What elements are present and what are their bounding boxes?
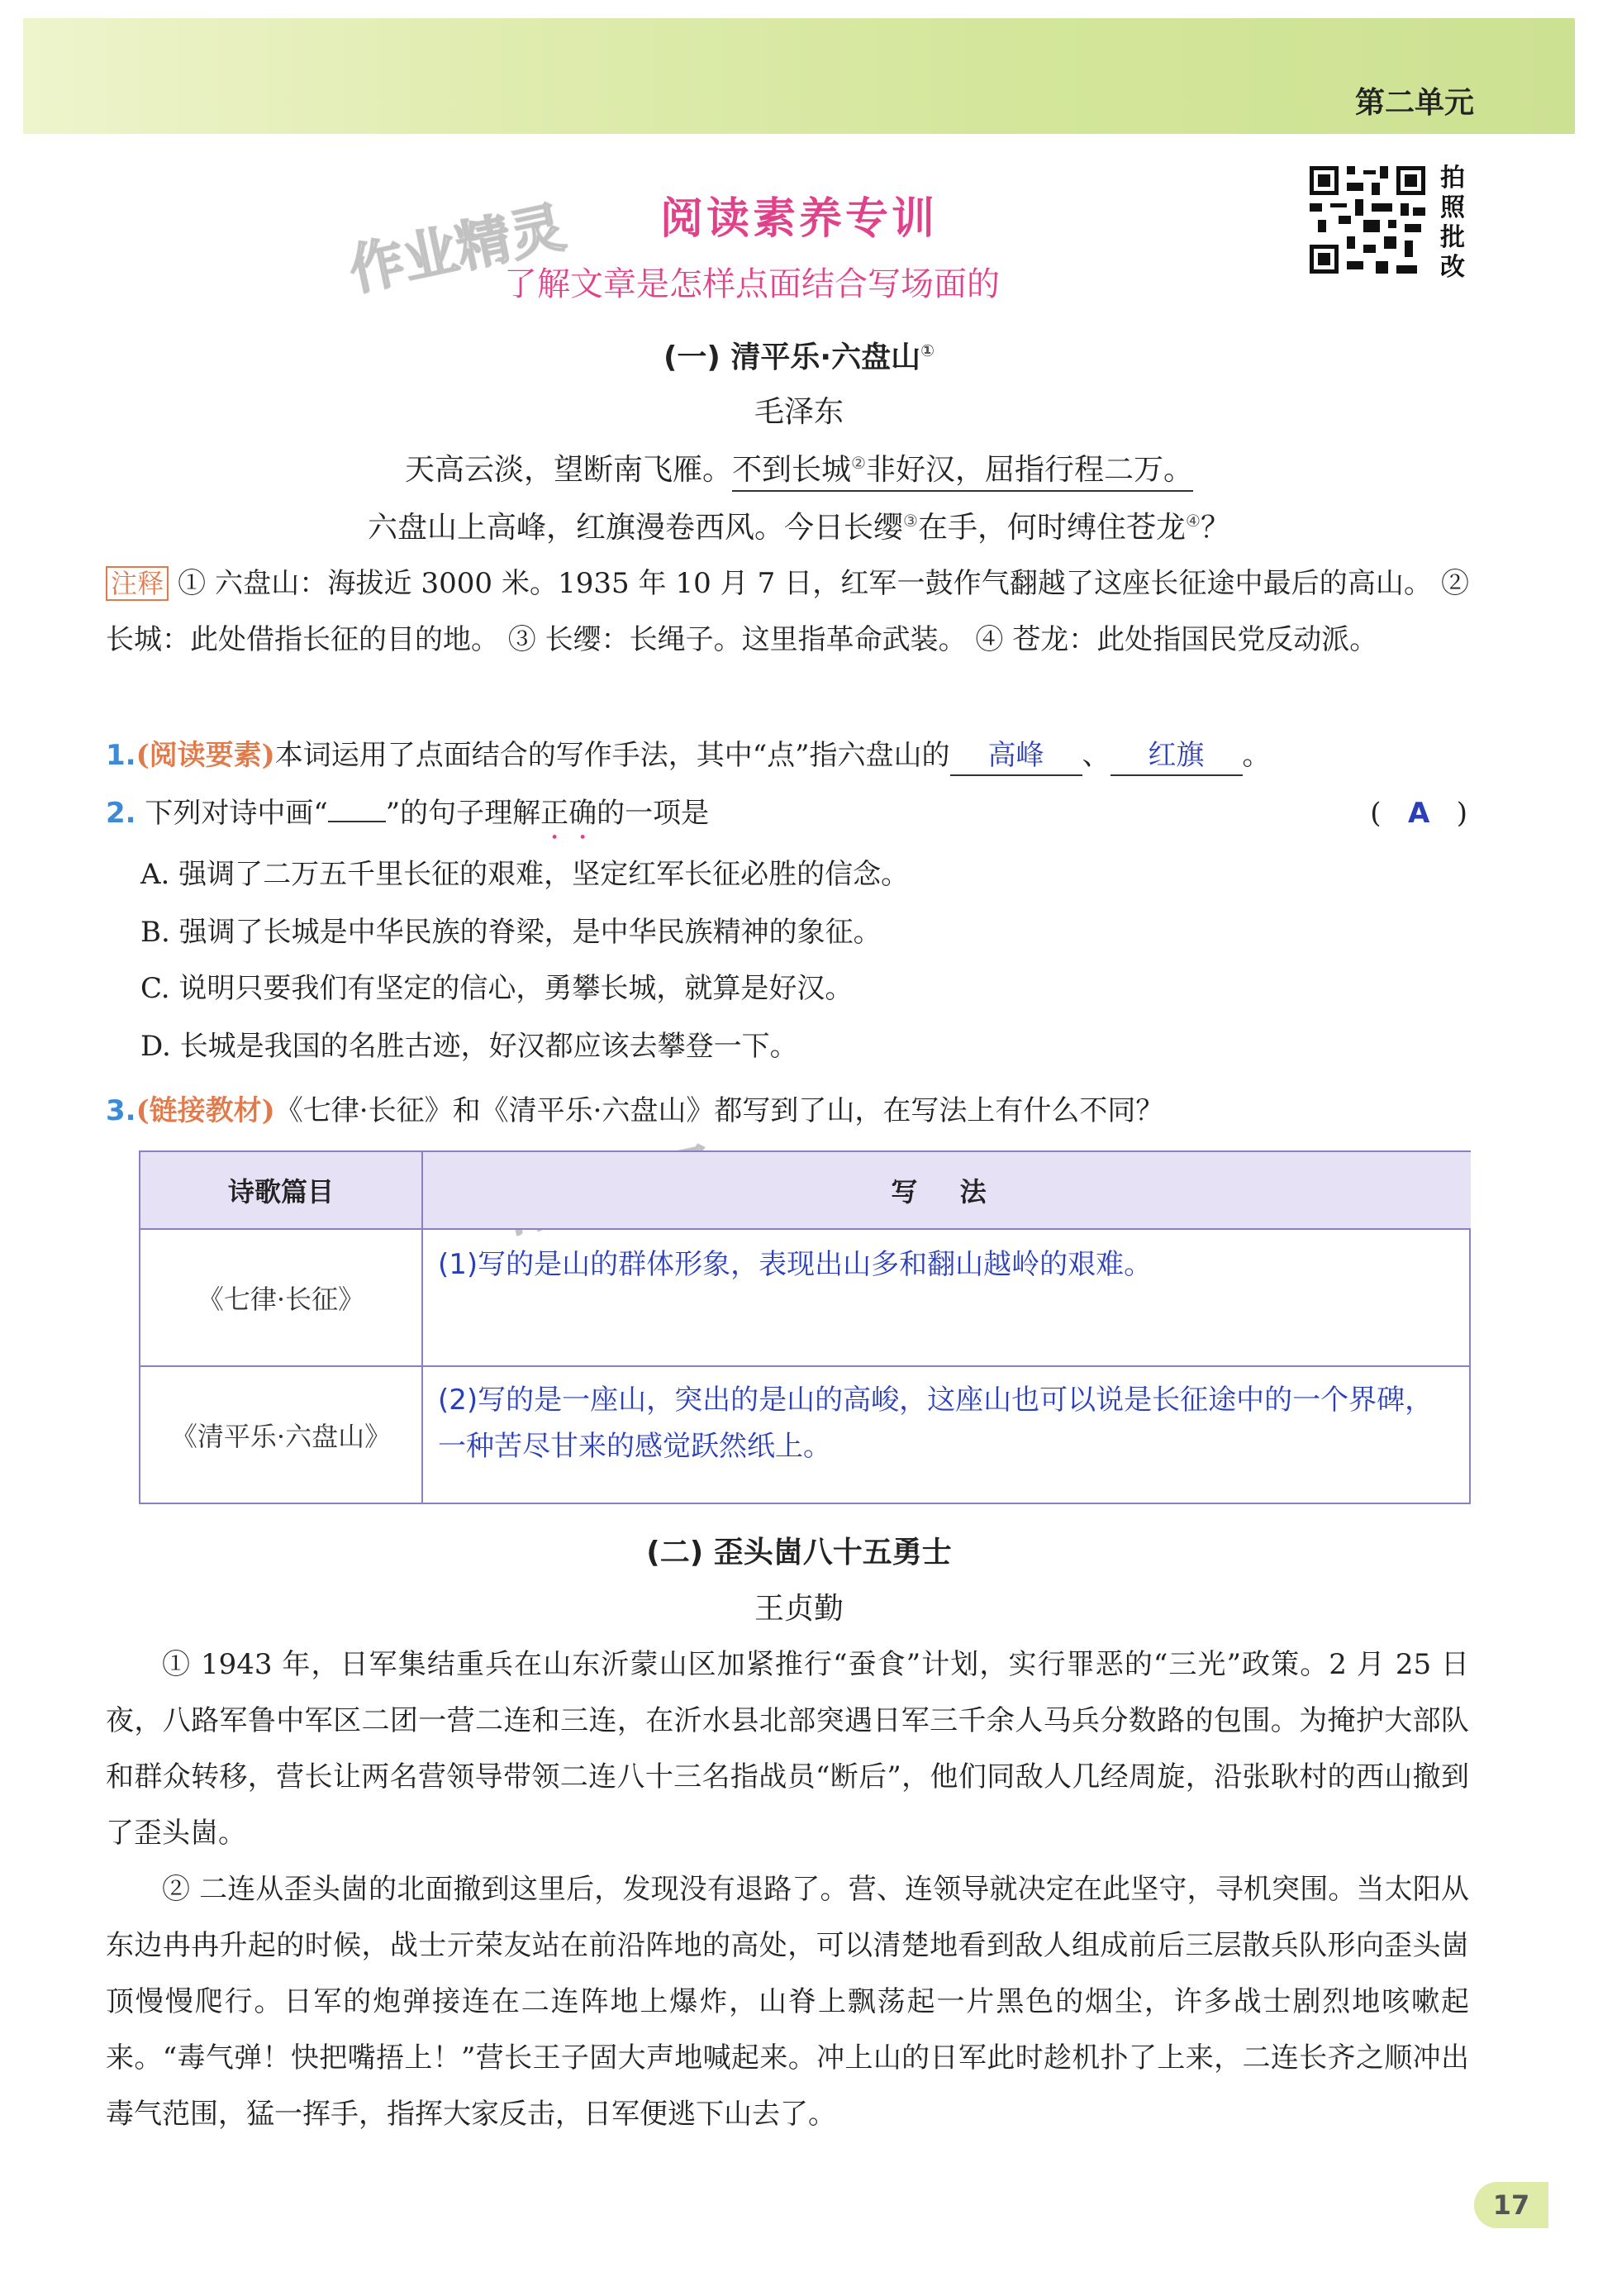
answer-bracket[interactable]: ( A ) — [1370, 797, 1467, 830]
answer-blank[interactable]: 高峰 — [950, 736, 1082, 776]
answer-blank[interactable]: 红旗 — [1111, 736, 1243, 776]
table-header: 诗歌篇目 — [140, 1152, 423, 1228]
question-1: 1.(阅读要素)本词运用了点面结合的写作手法，其中“点”指六盘山的 高峰 、 红旗 。 — [106, 727, 1271, 784]
page-subtitle: 了解文章是怎样点面结合写场面的 — [504, 265, 1000, 303]
paragraph: ① 1943 年，日军集结重兵在山东沂蒙山区加紧推行“蚕食”计划，实行罪恶的“三光”政策。2 月 25 日夜，八路军鲁中军区二团一营二连和三连，在沂水县北部突遇日军三千余人马兵分数路的包围。为掩护大部队和群众转移，营长让两名营领导带领二连八十三名指战员“断后”，他们同敌人几经周旋，沿张耿村的西山撤到了歪头崮。 — [106, 1648, 1469, 1850]
annotation-notes: 注释 ① 六盘山：海拔近 3000 米。1935 年 10 月 7 日，红军一鼓作气翻越了这座长征途中最后的高山。 ② 长城：此处借指长征的目的地。 ③ 长缨：长绳子。这里指革命武装。 ④ 苍龙：此处指国民党反动派。 — [106, 567, 1469, 656]
option-d[interactable]: D. 长城是我国的名胜古迹，好汉都应该去攀登一下。 — [140, 1030, 798, 1063]
poem-author: 毛泽东 — [754, 395, 844, 429]
table-header: 写 法 — [423, 1152, 1471, 1228]
option-a[interactable]: A. 强调了二万五千里长征的艰难，坚定红军长征必胜的信念。 — [140, 858, 910, 891]
option-b[interactable]: B. 强调了长城是中华民族的脊梁，是中华民族精神的象征。 — [140, 916, 882, 949]
poem-line: 天高云淡，望断南飞雁。不到长城②非好汉，屈指行程二万。 — [0, 446, 1598, 488]
table-cell-answer[interactable]: (2)写的是一座山，突出的是山的高峻，这座山也可以说是长征途中的一个界碑，一种苦尽甘来的感觉跃然纸上。 — [438, 1384, 1434, 1463]
table-cell-answer[interactable]: (1)写的是山的群体形象，表现出山多和翻山越岭的艰难。 — [438, 1248, 1153, 1281]
table-cell-poem: 《清平乐·六盘山》 — [170, 1421, 392, 1452]
page-number: 17 — [1474, 2182, 1548, 2228]
qr-caption: 拍照批改 — [1440, 164, 1465, 282]
section-title: (二) 歪头崮八十五勇士 — [646, 1536, 952, 1570]
unit-label: 第二单元 — [1354, 86, 1474, 120]
watermark: 作业精灵 — [344, 195, 571, 303]
page-title: 阅读素养专训 — [659, 194, 938, 244]
poem-line: 六盘山上高峰，红旗漫卷西风。今日长缨③在手，何时缚住苍龙④？ — [368, 511, 1230, 545]
question-3: 3.(链接教材)《七律·长征》和《清平乐·六盘山》都写到了山，在写法上有什么不同？ — [106, 1094, 1164, 1127]
section-author: 王贞勤 — [754, 1592, 844, 1626]
poem-title: (一) 清平乐·六盘山① — [663, 341, 935, 374]
paragraph: ② 二连从歪头崮的北面撤到这里后，发现没有退路了。营、连领导就决定在此坚守，寻机突围。当太阳从东边冉冉升起的时候，战士亓荣友站在前沿阵地的高处，可以清楚地看到敌人组成前后三层散兵队形向歪头崮顶慢慢爬行。日军的炮弹接连在二连阵地上爆炸，山脊上飘荡起一片黑色的烟尘，许多战士剧烈地咳嗽起来。“毒气弹！快把嘴捂上！”营长王子固大声地喊起来。冲上山的日军此时趁机扑了上来，二连长齐之顺冲出毒气范围，猛一挥手，指挥大家反击，日军便逃下山去了。 — [106, 1873, 1469, 2131]
option-c[interactable]: C. 说明只要我们有坚定的信心，勇攀长城，就算是好汉。 — [140, 972, 854, 1005]
notes-tag: 注释 — [106, 566, 169, 601]
question-2: 2. 下列对诗中画“ ”的句子理解正确的一项是 — [106, 797, 710, 830]
comparison-table — [139, 1150, 1471, 1504]
header-band — [23, 18, 1575, 134]
table-cell-poem: 《七律·长征》 — [197, 1284, 365, 1315]
